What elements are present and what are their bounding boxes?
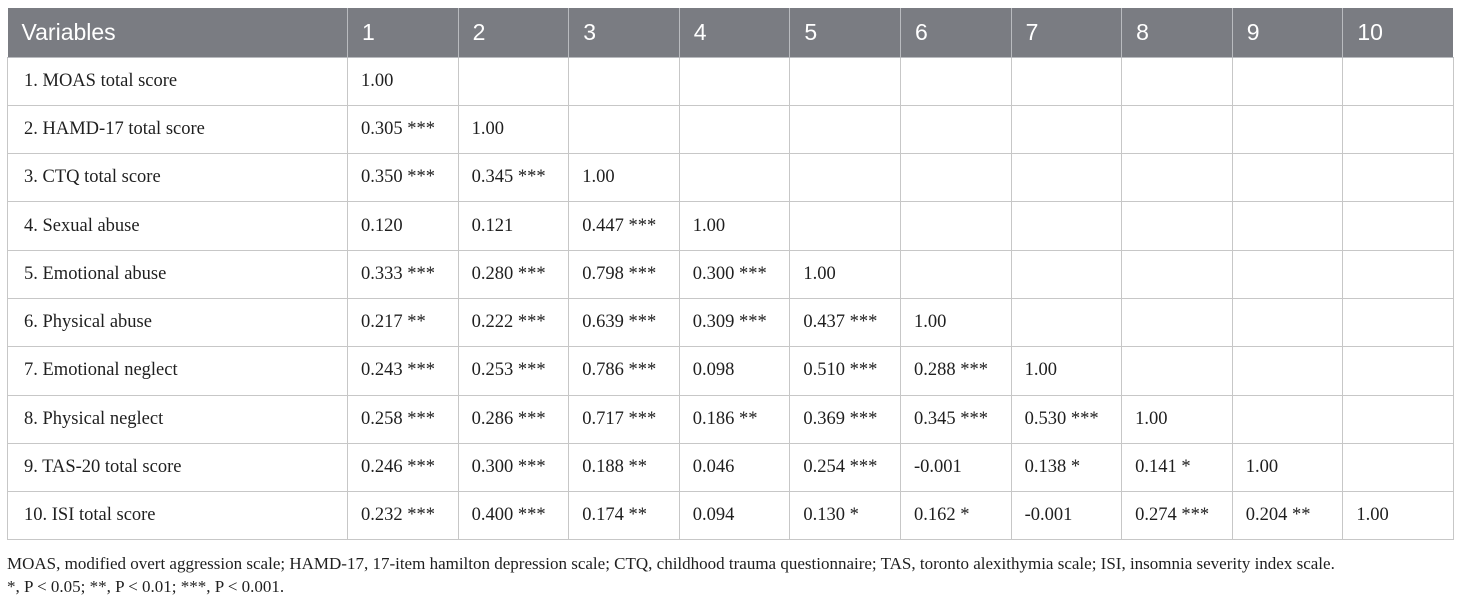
variable-label: 2. HAMD-17 total score (8, 105, 348, 153)
correlation-cell: 0.786 *** (569, 347, 680, 395)
correlation-cell (1122, 57, 1233, 105)
header-row (8, 8, 1454, 57)
correlation-cell (1122, 202, 1233, 250)
correlation-cell: 0.300 *** (458, 443, 569, 491)
correlation-cell: 0.046 (679, 443, 790, 491)
variable-label: 6. Physical abuse (8, 298, 348, 346)
correlation-cell: 0.188 ** (569, 443, 680, 491)
header-col-1: 1 (348, 8, 459, 57)
correlation-cell: 0.274 *** (1122, 492, 1233, 540)
correlation-cell: 0.447 *** (569, 202, 680, 250)
correlation-cell (1343, 154, 1454, 202)
header-col-8: 8 (1122, 8, 1233, 57)
correlation-cell: 0.258 *** (348, 395, 459, 443)
variable-label: 7. Emotional neglect (8, 347, 348, 395)
header-col-4: 4 (679, 8, 790, 57)
correlation-cell (1343, 250, 1454, 298)
correlation-cell (1011, 298, 1122, 346)
correlation-cell: 0.305 *** (348, 105, 459, 153)
table-row (8, 154, 1454, 202)
correlation-cell: 0.288 *** (900, 347, 1011, 395)
variable-label: 3. CTQ total score (8, 154, 348, 202)
correlation-cell (790, 57, 901, 105)
correlation-cell: 0.309 *** (679, 298, 790, 346)
correlation-cell: 0.217 ** (348, 298, 459, 346)
correlation-cell: 1.00 (900, 298, 1011, 346)
table-row (8, 492, 1454, 540)
correlation-cell: 0.204 ** (1232, 492, 1343, 540)
correlation-cell: 0.530 *** (1011, 395, 1122, 443)
correlation-cell: 0.098 (679, 347, 790, 395)
variable-label: 5. Emotional abuse (8, 250, 348, 298)
table-body (8, 57, 1454, 540)
correlation-cell: 0.141 * (1122, 443, 1233, 491)
correlation-cell (1343, 347, 1454, 395)
correlation-cell: 0.400 *** (458, 492, 569, 540)
correlation-cell: 0.130 * (790, 492, 901, 540)
header-col-3: 3 (569, 8, 680, 57)
correlation-cell (1232, 57, 1343, 105)
correlation-cell (1232, 105, 1343, 153)
correlation-cell (569, 105, 680, 153)
correlation-cell: 0.345 *** (900, 395, 1011, 443)
correlation-cell (1232, 395, 1343, 443)
correlation-cell: 1.00 (1011, 347, 1122, 395)
table-row (8, 298, 1454, 346)
correlation-cell: 0.253 *** (458, 347, 569, 395)
correlation-cell (1011, 250, 1122, 298)
significance-note: *, P < 0.05; **, P < 0.01; ***, P < 0.001. (7, 577, 285, 596)
correlation-cell: 1.00 (1232, 443, 1343, 491)
correlation-cell: 0.717 *** (569, 395, 680, 443)
correlation-cell (790, 154, 901, 202)
table-footnotes (7, 552, 1457, 598)
correlation-cell (679, 154, 790, 202)
correlation-cell (458, 57, 569, 105)
table-row (8, 395, 1454, 443)
correlation-cell (1232, 154, 1343, 202)
correlation-cell: 1.00 (1122, 395, 1233, 443)
correlation-cell: 1.00 (679, 202, 790, 250)
correlation-cell: 0.121 (458, 202, 569, 250)
table-row (8, 202, 1454, 250)
correlation-cell (679, 57, 790, 105)
correlation-cell: 0.186 ** (679, 395, 790, 443)
correlation-cell: 0.437 *** (790, 298, 901, 346)
correlation-cell: 0.350 *** (348, 154, 459, 202)
table-row (8, 443, 1454, 491)
correlation-cell: 0.333 *** (348, 250, 459, 298)
variable-label: 8. Physical neglect (8, 395, 348, 443)
correlation-cell (1343, 202, 1454, 250)
correlation-cell: 1.00 (569, 154, 680, 202)
correlation-cell: 0.174 ** (569, 492, 680, 540)
variable-label: 9. TAS-20 total score (8, 443, 348, 491)
correlation-cell (1343, 443, 1454, 491)
correlation-cell: 0.162 * (900, 492, 1011, 540)
correlation-cell (900, 154, 1011, 202)
correlation-cell (1122, 298, 1233, 346)
header-variables: Variables (8, 8, 348, 57)
correlation-cell (900, 105, 1011, 153)
correlation-cell (1232, 250, 1343, 298)
header-col-9: 9 (1232, 8, 1343, 57)
correlation-cell (1122, 250, 1233, 298)
correlation-cell (1122, 154, 1233, 202)
table-row (8, 250, 1454, 298)
correlation-cell (900, 250, 1011, 298)
variable-label: 4. Sexual abuse (8, 202, 348, 250)
correlation-cell: -0.001 (900, 443, 1011, 491)
correlation-cell (1232, 347, 1343, 395)
correlation-cell: 0.286 *** (458, 395, 569, 443)
header-col-10: 10 (1343, 8, 1454, 57)
header-col-5: 5 (790, 8, 901, 57)
correlation-cell: 0.280 *** (458, 250, 569, 298)
variable-label: 1. MOAS total score (8, 57, 348, 105)
correlation-cell (1232, 298, 1343, 346)
correlation-cell: 0.232 *** (348, 492, 459, 540)
correlation-cell (900, 202, 1011, 250)
correlation-cell (790, 202, 901, 250)
correlation-cell (569, 57, 680, 105)
correlation-cell: 0.254 *** (790, 443, 901, 491)
correlation-cell (790, 105, 901, 153)
header-col-7: 7 (1011, 8, 1122, 57)
correlation-cell: 0.138 * (1011, 443, 1122, 491)
correlation-cell: 0.300 *** (679, 250, 790, 298)
correlation-cell (1343, 395, 1454, 443)
correlation-cell (679, 105, 790, 153)
correlation-cell: 0.639 *** (569, 298, 680, 346)
correlation-cell (1232, 202, 1343, 250)
correlation-cell: -0.001 (1011, 492, 1122, 540)
correlation-cell (1343, 298, 1454, 346)
correlation-cell (1122, 347, 1233, 395)
table-row (8, 57, 1454, 105)
correlation-cell: 0.246 *** (348, 443, 459, 491)
correlation-cell (1343, 105, 1454, 153)
correlation-cell (1122, 105, 1233, 153)
correlation-cell: 1.00 (1343, 492, 1454, 540)
correlation-cell: 0.345 *** (458, 154, 569, 202)
correlation-cell: 0.243 *** (348, 347, 459, 395)
correlation-cell (1343, 57, 1454, 105)
correlation-cell: 1.00 (458, 105, 569, 153)
correlation-cell: 1.00 (790, 250, 901, 298)
header-col-2: 2 (458, 8, 569, 57)
abbreviations-note: MOAS, modified overt aggression scale; HAMD-17, 17-item hamilton depression scale; CTQ, childhood trauma questionnaire; TAS, toronto alexithymia scale; ISI, insomnia severity index scale. (7, 554, 1335, 573)
correlation-cell: 0.222 *** (458, 298, 569, 346)
correlation-cell (1011, 202, 1122, 250)
correlation-cell (1011, 154, 1122, 202)
correlation-cell: 0.510 *** (790, 347, 901, 395)
correlation-cell: 0.120 (348, 202, 459, 250)
correlation-cell (900, 57, 1011, 105)
correlation-cell (1011, 57, 1122, 105)
correlation-cell (1011, 105, 1122, 153)
correlation-cell: 0.094 (679, 492, 790, 540)
table-row (8, 105, 1454, 153)
table-row (8, 347, 1454, 395)
correlation-table (7, 8, 1454, 540)
correlation-cell: 0.798 *** (569, 250, 680, 298)
header-col-6: 6 (900, 8, 1011, 57)
correlation-cell: 0.369 *** (790, 395, 901, 443)
variable-label: 10. ISI total score (8, 492, 348, 540)
correlation-cell: 1.00 (348, 57, 459, 105)
